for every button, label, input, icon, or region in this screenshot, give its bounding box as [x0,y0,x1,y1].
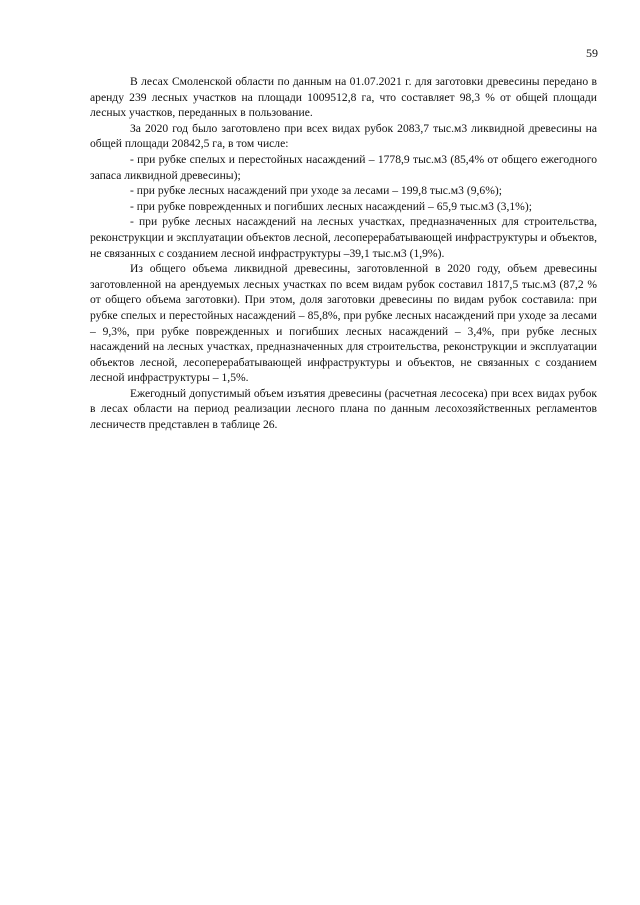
list-item-construction: - при рубке лесных насаждений на лесных участках, предназначенных для строительства, реконструкции и эксплуатации объектов лесной, лесоперерабатывающей инфраструктуры и объектов, не связанных с созданием лесной инфраструктуры –39,1 тыс.м3 (1,9%). [90,215,597,260]
list-item-mature-stands: - при рубке спелых и перестойных насаждений – 1778,9 тыс.м3 (85,4% от общего ежегодного запаса ликвидной древесины); [90,152,597,182]
paragraph-lease-info: В лесах Смоленской области по данным на 01.07.2021 г. для заготовки древесины передано в аренду 239 лесных участков на площади 1009512,8 га, что составляет 98,3 % от общей площади лесных участков, переданных в пользование. [90,75,597,120]
list-item-damaged-stands: - при рубке поврежденных и погибших лесных насаждений – 65,9 тыс.м3 (3,1%); [130,199,532,213]
paragraph-allowable-cut: Ежегодный допустимый объем изъятия древесины (расчетная лесосека) при всех видах рубок в лесах области на период реализации лесного плана по данным лесохозяйственных регламентов лесничеств представлен в таблице 26. [90,386,597,432]
list-item-forest-care: - при рубке лесных насаждений при уходе за лесами – 199,8 тыс.м3 (9,6%); [130,184,502,198]
page-number: 59 [586,46,598,60]
paragraph-harvest-total: За 2020 год было заготовлено при всех видах рубок 2083,7 тыс.м3 ликвидной древесины на общей площади 20842,5 га, в том числе: [90,121,597,151]
paragraph-leased-share: Из общего объема ликвидной древесины, заготовленной в 2020 году, объем древесины заготовленной на арендуемых лесных участках по всем видам рубок составил 1817,5 тыс.м3 (87,2 % от общего объема заготовки). При этом, доля заготовки древесины по видам рубок составила: при рубке спелых и перестойных насаждений – 85,8%, при рубке лесных насаждений при уходе за лесами – 9,3%, при рубке поврежденных и погибших лесных насаждений – 3,4%, при рубке лесных насаждений на лесных участках, предназначенных для строительства, реконструкции и эксплуатации объектов лесной, лесоперерабатывающей инфраструктуры и объектов, не связанных с созданием лесной инфраструктуры – 1,5%. [90,262,597,385]
document-body [90,74,597,433]
